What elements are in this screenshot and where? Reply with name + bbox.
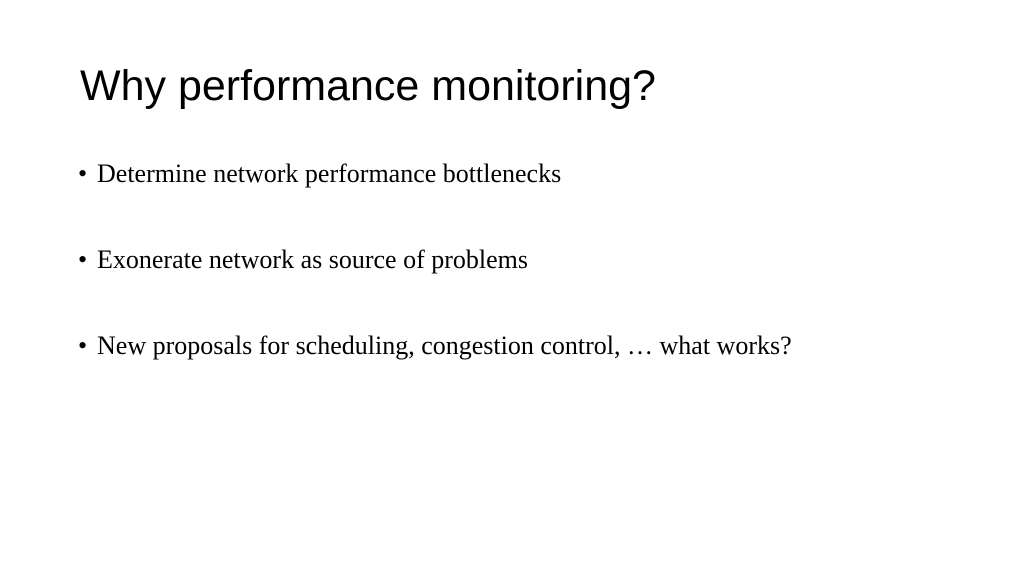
bullet-point-icon: • bbox=[78, 159, 88, 188]
bullet-point-icon: • bbox=[78, 331, 88, 360]
bullet-text: Determine network performance bottlenecks bbox=[97, 159, 562, 188]
bullet-item-exonerate bbox=[78, 240, 978, 280]
bullet-point-icon: • bbox=[78, 245, 88, 274]
bullet-item-new-proposals bbox=[78, 326, 978, 366]
bullet-text: Exonerate network as source of problems bbox=[97, 245, 529, 274]
bullet-list bbox=[78, 154, 978, 412]
bullet-text: New proposals for scheduling, congestion control, … what works? bbox=[97, 331, 792, 360]
bullet-item-bottlenecks bbox=[78, 154, 978, 194]
slide-title: Why performance monitoring? bbox=[80, 62, 656, 110]
